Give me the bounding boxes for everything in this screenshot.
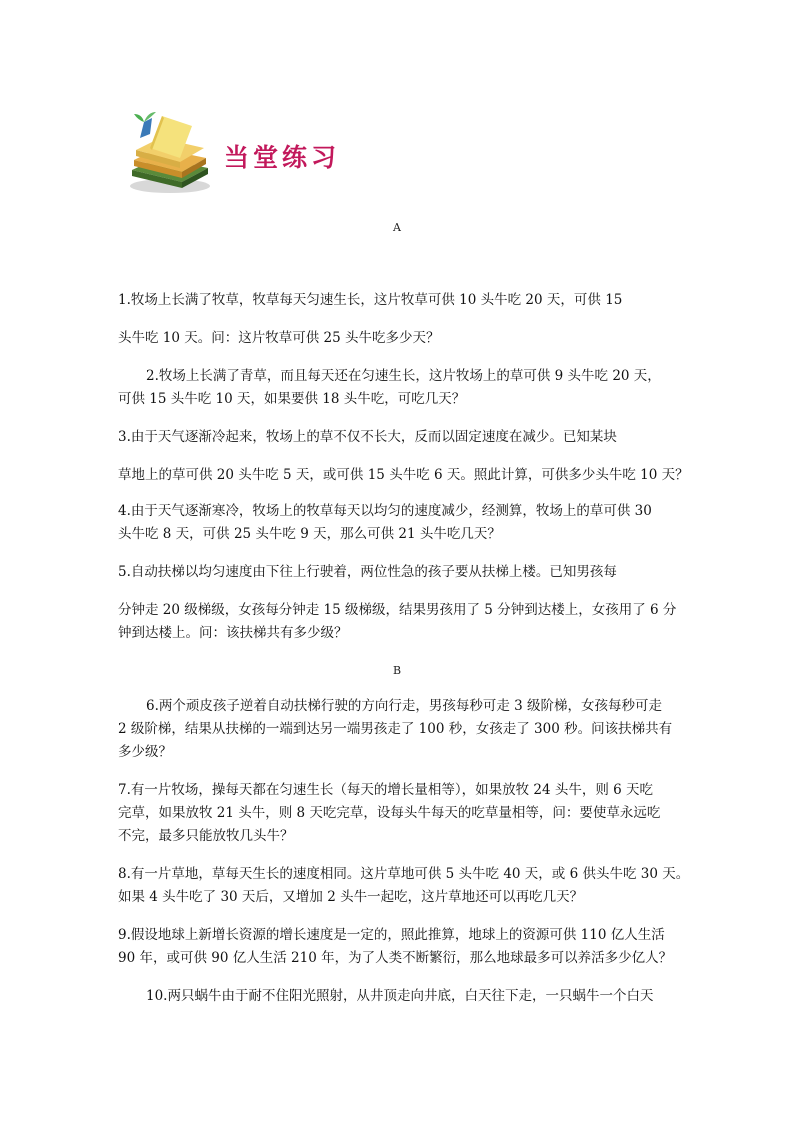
- problem-1-line-2: 头牛吃 10 天。问：这片牧草可供 25 头牛吃多少天？: [118, 330, 440, 346]
- problem-3-line-2: 草地上的草可供 20 头牛吃 5 天，或可供 15 头牛吃 6 天。照此计算，可供多少头牛吃 10 天？: [118, 467, 689, 483]
- problem-7-line-2: 完草，如果放牧 21 头牛，则 8 天吃完草，设每头牛每天的吃草量相等，问：要使草永远吃: [118, 805, 661, 821]
- problem-5-line-1: 5.自动扶梯以均匀速度由下往上行驶着，两位性急的孩子要从扶梯上楼。已知男孩每: [118, 564, 617, 580]
- problem-5-line-3: 钟到达楼上。问：该扶梯共有多少级？: [118, 625, 348, 641]
- problem-5-line-2: 分钟走 20 级梯级，女孩每分钟走 15 级梯级，结果男孩用了 5 分钟到达楼上，女孩用了 6 分: [118, 602, 677, 618]
- problem-10-line-1: 10.两只蜗牛由于耐不住阳光照射，从井顶走向井底，白天往下走，一只蜗牛一个白天: [146, 988, 654, 1004]
- problem-1-line-1: 1.牧场上长满了牧草，牧草每天匀速生长，这片牧草可供 10 头牛吃 20 天，可供 15: [118, 292, 623, 308]
- problem-9-line-1: 9.假设地球上新增长资源的增长速度是一定的，照此推算，地球上的资源可供 110 亿人生活: [118, 927, 665, 943]
- problem-9-line-2: 90 年，或可供 90 亿人生活 210 年，为了人类不断繁衍，那么地球最多可以养活多少亿人？: [118, 950, 673, 966]
- problem-7-line-3: 不完，最多只能放牧几头牛？: [118, 828, 294, 844]
- problem-6-line-2: 2 级阶梯，结果从扶梯的一端到达另一端男孩走了 100 秒，女孩走了 300 秒。问该扶梯共有: [118, 721, 673, 737]
- problem-3-line-1: 3.由于天气逐渐冷起来，牧场上的草不仅不长大，反而以固定速度在减少。已知某块: [118, 429, 617, 445]
- problem-4-line-2: 头牛吃 8 天，可供 25 头牛吃 9 天，那么可供 21 头牛吃几天？: [118, 526, 501, 542]
- problem-7-line-1: 7.有一片牧场，操每天都在匀速生长（每天的增长量相等），如果放牧 24 头牛，则 6 天吃: [118, 782, 654, 798]
- problem-4-line-1: 4.由于天气逐渐寒冷，牧场上的牧草每天以均匀的速度减少，经测算，牧场上的草可供 30: [118, 503, 652, 519]
- problem-6-line-3: 多少级？: [118, 744, 172, 760]
- problem-8-line-2: 如果 4 头牛吃了 30 天后，又增加 2 头牛一起吃，这片草地还可以再吃几天？: [118, 889, 584, 905]
- page-title: 当堂练习: [224, 143, 341, 172]
- problem-2-line-2: 可供 15 头牛吃 10 天，如果要供 18 头牛吃，可吃几天？: [118, 391, 466, 407]
- problem-2-line-1: 2.牧场上长满了青草，而且每天还在匀速生长，这片牧场上的草可供 9 头牛吃 20 天，: [146, 368, 661, 384]
- problem-8-line-1: 8.有一片草地，草每天生长的速度相同。这片草地可供 5 头牛吃 40 天，或 6 供头牛吃 30 天。: [118, 866, 690, 882]
- section-label-a: A: [393, 221, 401, 234]
- book-stack-with-sprout-icon: [122, 108, 214, 194]
- problem-6-line-1: 6.两个顽皮孩子逆着自动扶梯行驶的方向行走，男孩每秒可走 3 级阶梯，女孩每秒可走: [146, 698, 663, 714]
- section-label-b: B: [392, 664, 402, 677]
